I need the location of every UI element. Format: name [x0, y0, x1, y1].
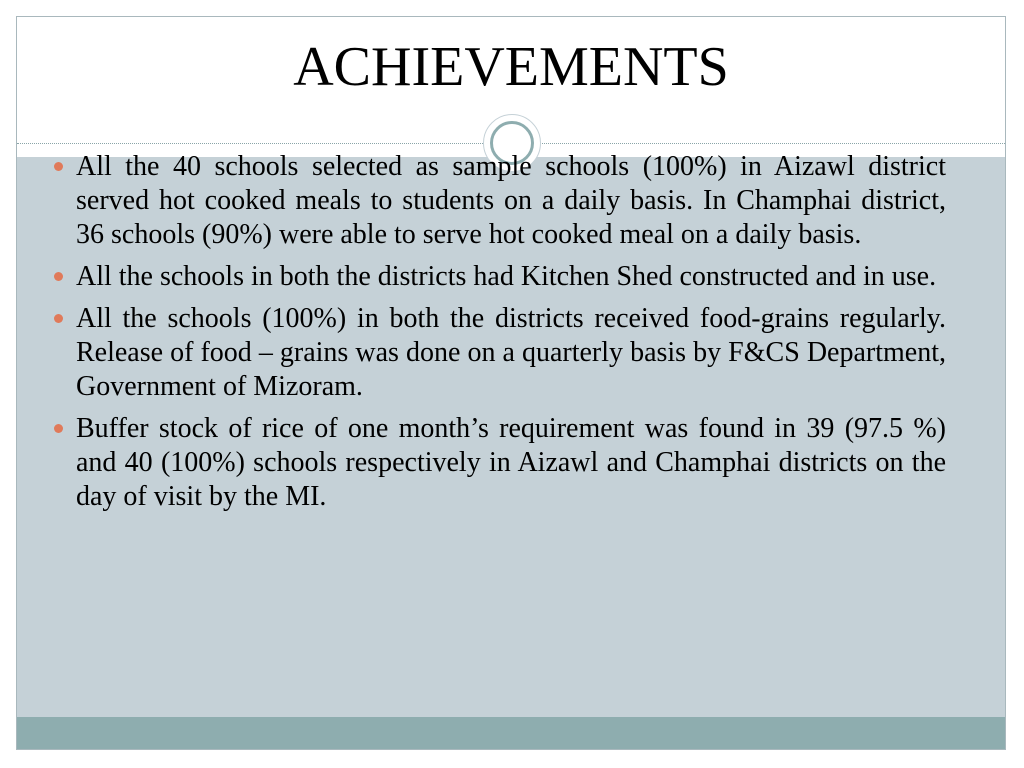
bullet-text: All the schools in both the districts had Kitchen Shed constructed and in use.: [76, 261, 937, 292]
bullet-dot-icon: [54, 162, 63, 171]
slide-title: ACHIEVEMENTS: [293, 36, 729, 98]
bullet-text: Buffer stock of rice of one month’s requirement was found in 39 (97.5 %) and 40 (100%) schools respectively in Aizawl and Champhai districts on the day of visit by the MI.: [76, 413, 946, 512]
bullet-list: [76, 150, 946, 522]
bullet-dot-icon: [54, 314, 63, 323]
bullet-item: [76, 412, 946, 514]
bullet-item: [76, 302, 946, 404]
bullet-dot-icon: [54, 424, 63, 433]
bullet-item: [76, 150, 946, 252]
bullet-text: All the schools (100%) in both the districts received food-grains regularly. Release of food – grains was done on a quarterly basis by F&CS Department, Government of Mizoram.: [76, 303, 946, 402]
footer-band: [17, 717, 1005, 750]
bullet-item: [76, 260, 946, 294]
bullet-dot-icon: [54, 272, 63, 281]
bullet-text: All the 40 schools selected as sample schools (100%) in Aizawl district served hot cooked meals to students on a daily basis. In Champhai district, 36 schools (90%) were able to serve hot cooked meal on a daily basis.: [76, 151, 946, 250]
